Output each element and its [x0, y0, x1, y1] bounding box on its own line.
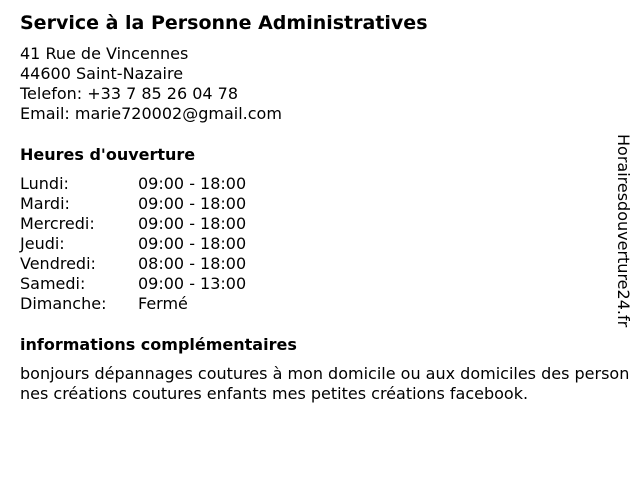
hours-row-sunday	[20, 294, 246, 314]
hours-row-thursday	[20, 234, 246, 254]
day-label: Samedi:	[20, 274, 86, 293]
day-hours: 09:00 - 18:00	[138, 174, 247, 193]
hours-row-monday	[20, 174, 246, 194]
day-hours: 09:00 - 18:00	[138, 214, 247, 233]
day-label: Dimanche:	[20, 294, 107, 313]
email-address: Email: marie720002@gmail.com	[20, 104, 282, 123]
additional-info-text: bonjours dépannages coutures à mon domicile ou aux domiciles des personnes créations coutures enfants mes petites créations facebook.	[20, 364, 630, 403]
site-watermark: Horairesdouverture24.fr	[614, 134, 633, 328]
day-hours: Fermé	[138, 294, 188, 313]
address-block	[20, 44, 282, 124]
hours-row-friday	[20, 254, 246, 274]
day-hours: 09:00 - 18:00	[138, 194, 247, 213]
phone-number: Telefon: +33 7 85 26 04 78	[20, 84, 239, 103]
hours-row-wednesday	[20, 214, 246, 234]
day-hours: 09:00 - 13:00	[138, 274, 247, 293]
page-title: Service à la Personne Administratives	[20, 12, 428, 34]
street-address: 41 Rue de Vincennes	[20, 44, 189, 63]
opening-hours-heading: Heures d'ouverture	[20, 145, 196, 164]
opening-hours-table	[20, 174, 246, 314]
hours-row-tuesday	[20, 194, 246, 214]
additional-info-heading: informations complémentaires	[20, 335, 297, 354]
city-postcode: 44600 Saint-Nazaire	[20, 64, 184, 83]
day-hours: 09:00 - 18:00	[138, 234, 247, 253]
day-label: Mardi:	[20, 194, 70, 213]
day-label: Vendredi:	[20, 254, 96, 273]
day-label: Lundi:	[20, 174, 69, 193]
day-label: Mercredi:	[20, 214, 95, 233]
hours-row-saturday	[20, 274, 246, 294]
day-label: Jeudi:	[20, 234, 65, 253]
day-hours: 08:00 - 18:00	[138, 254, 247, 273]
